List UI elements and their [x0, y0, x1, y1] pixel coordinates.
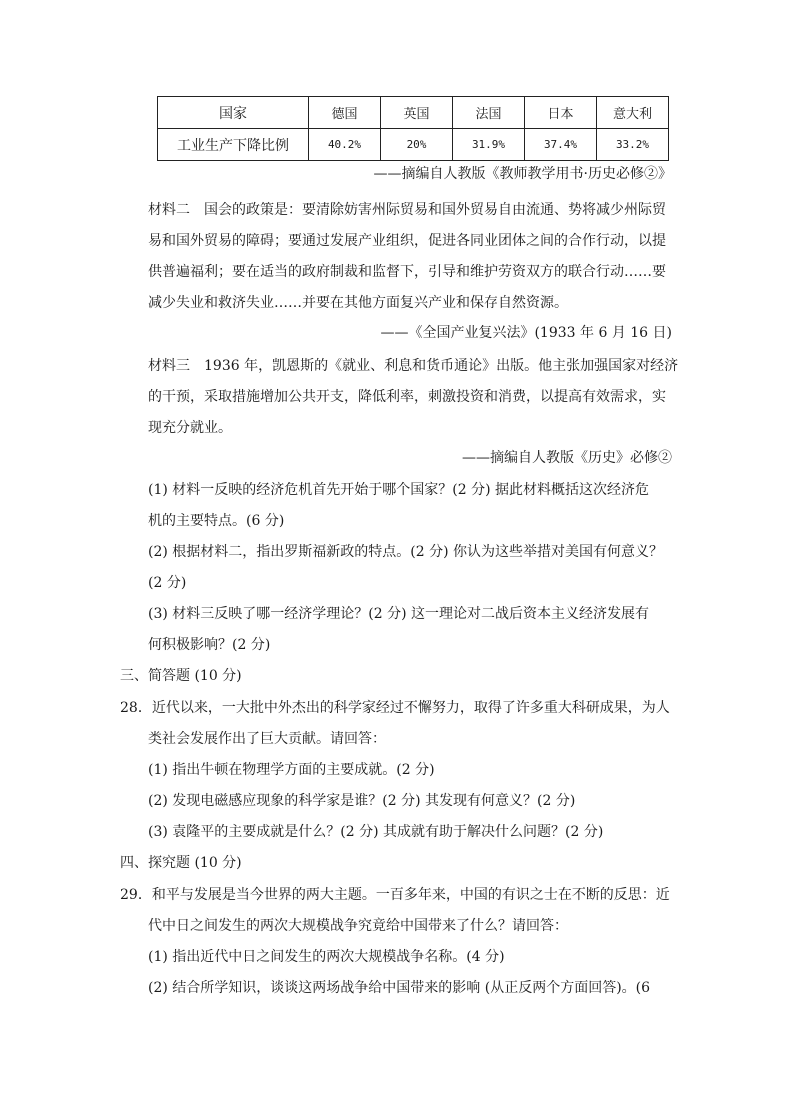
table-cell: 37.4%	[525, 129, 597, 161]
table-cell: 20%	[381, 129, 453, 161]
table-header-cell: 英国	[381, 97, 453, 129]
question-part: (2) 发现电磁感应现象的科学家是谁？(2 分) 其发现有何意义？(2 分)	[148, 793, 576, 809]
question-part: (2) 根据材料二，指出罗斯福新政的特点。(2 分) 你认为这些举措对美国有何意义？	[148, 544, 664, 560]
table-header-cell: 法国	[453, 97, 525, 129]
material3-source: ——摘编自人教版《历史》必修②	[462, 450, 672, 466]
question-stem: 代中日之间发生的两次大规模战争究竟给中国带来了什么？请回答：	[148, 918, 568, 934]
material2-line: 易和国外贸易的障碍；要通过发展产业组织，促进各同业团体之间的合作行动，以提	[148, 233, 666, 249]
table-header-cell: 国家	[158, 97, 309, 129]
material3-line: 现充分就业。	[148, 420, 232, 436]
table-header-cell: 意大利	[597, 97, 669, 129]
table-cell: 33.2%	[597, 129, 669, 161]
material2-source: ——《全国产业复兴法》(1933 年 6 月 16 日)	[380, 325, 672, 341]
question-part: (1) 材料一反映的经济危机首先开始于哪个国家？(2 分) 据此材料概括这次经济危	[148, 482, 650, 498]
material2-line: 材料二 国会的政策是：要清除妨害州际贸易和国外贸易自由流通、势将减少州际贸	[148, 202, 666, 218]
question-part: (1) 指出近代中日之间发生的两次大规模战争名称。(4 分)	[148, 949, 505, 965]
question-part: (2) 结合所学知识，谈谈这两场战争给中国带来的影响 (从正反两个方面回答)。(6	[148, 980, 651, 996]
question-part: 机的主要特点。(6 分)	[148, 513, 285, 529]
table-cell: 31.9%	[453, 129, 525, 161]
question-part: (3) 材料三反映了哪一经济学理论？(2 分) 这一理论对二战后资本主义经济发展有	[148, 606, 650, 622]
table-cell: 40.2%	[309, 129, 381, 161]
section-heading: 四、探究题 (10 分)	[120, 855, 242, 871]
section-heading: 三、简答题 (10 分)	[120, 668, 242, 684]
table-row	[158, 129, 669, 161]
question-part: (1) 指出牛顿在物理学方面的主要成就。(2 分)	[148, 762, 435, 778]
table-header-cell: 德国	[309, 97, 381, 129]
material2-line: 供普遍福利；要在适当的政府制裁和监督下，引导和维护劳资双方的联合行动……要	[148, 264, 666, 280]
question-part: 何积极影响？(2 分)	[148, 637, 271, 653]
question-stem: 28．近代以来，一大批中外杰出的科学家经过不懈努力，取得了许多重大科研成果，为人	[120, 700, 670, 716]
material3-line: 的干预，采取措施增加公共开支，降低利率，刺激投资和消费，以提高有效需求，实	[148, 389, 666, 405]
table-header-row	[158, 97, 669, 129]
question-part: (2 分)	[148, 575, 187, 591]
question-stem: 类社会发展作出了巨大贡献。请回答：	[148, 731, 386, 747]
question-stem: 29．和平与发展是当今世界的两大主题。一百多年来，中国的有识之士在不断的反思：近	[120, 887, 670, 903]
table-header-cell: 日本	[525, 97, 597, 129]
table-row-label: 工业生产下降比例	[158, 129, 309, 161]
material1-source: ——摘编自人教版《教师教学用书·历史必修②》	[373, 166, 672, 182]
industrial-decline-table	[157, 96, 669, 161]
material3-line: 材料三 1936 年，凯恩斯的《就业、利息和货币通论》出版。他主张加强国家对经济	[148, 358, 679, 374]
question-part: (3) 袁隆平的主要成就是什么？(2 分) 其成就有助于解决什么问题？(2 分)	[148, 824, 604, 840]
material2-line: 减少失业和救济失业……并要在其他方面复兴产业和保存自然资源。	[148, 295, 568, 311]
